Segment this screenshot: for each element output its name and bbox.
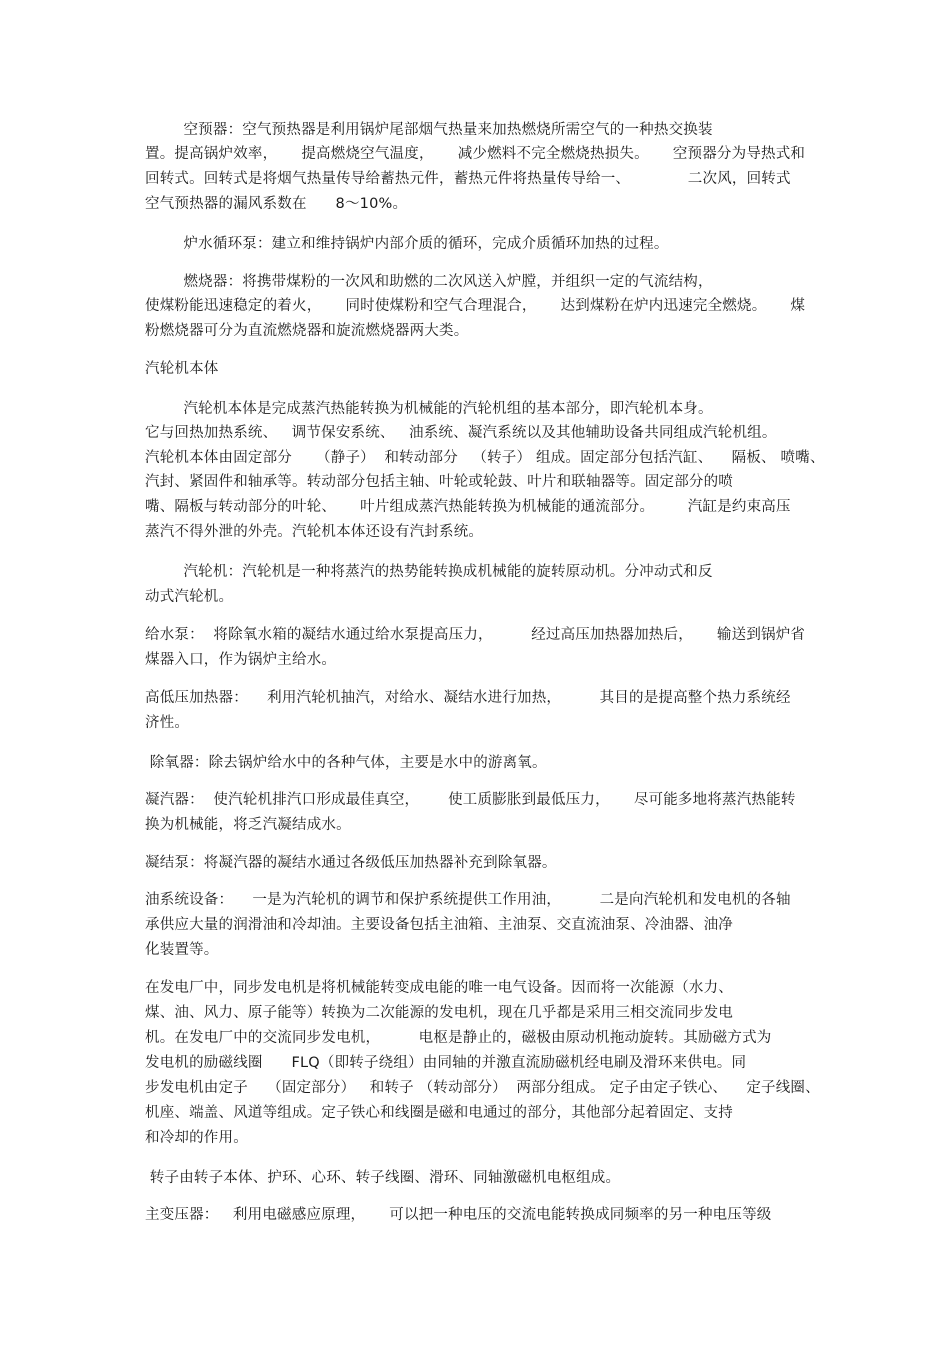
text-line: 汽封、紧固件和轴承等。转动部分包括主轴、叶轮或轮鼓、叶片和联轴器等。固定部分的喷 [145, 474, 733, 490]
text-line: 燃烧器：将携带煤粉的一次风和助燃的二次风送入炉膛，并组织一定的气流结构， [145, 274, 713, 290]
text-line: 汽轮机本体由固定部分 （静子） 和转动部分 （转子） 组成。固定部分包括汽缸、 隔板、 喷嘴、 [145, 450, 825, 466]
text-line: 给水泵： 将除氧水箱的凝结水通过给水泵提高压力， 经过高压加热器加热后， 输送到锅炉省 [145, 627, 806, 643]
text-line: 嘴、隔板与转动部分的叶轮、 叶片组成蒸汽热能转换为机械能的通流部分。 汽缸是约束高压 [145, 499, 791, 515]
text-line: 汽轮机：汽轮机是一种将蒸汽的热势能转换成机械能的旋转原动机。分冲动式和反 [145, 564, 713, 580]
text-line: 空气预热器的漏风系数在 8～10%。 [145, 196, 408, 212]
text-line: 凝汽器： 使汽轮机排汽口形成最佳真空， 使工质膨胀到最低压力， 尽可能多地将蒸汽热能转 [145, 792, 796, 808]
text-line: 机座、端盖、风道等组成。定子铁心和线圈是磁和电通过的部分，其他部分起着固定、支持 [145, 1105, 733, 1121]
text-line: 煤、油、风力、原子能等）转换为二次能源的发电机，现在几乎都是采用三相交流同步发电 [145, 1005, 733, 1021]
text-line: 主变压器： 利用电磁感应原理， 可以把一种电压的交流电能转换成同频率的另一种电压等级 [145, 1207, 772, 1223]
text-line: 空预器：空气预热器是利用锅炉尾部烟气热量来加热燃烧所需空气的一种热交换装 [145, 122, 713, 138]
text-line: 回转式。回转式是将烟气热量传导给蓄热元件，蓄热元件将热量传导给一、 二次风，回转式 [145, 171, 791, 187]
text-line: 济性。 [145, 715, 190, 731]
text-line: 在发电厂中，同步发电机是将机械能转变成电能的唯一电气设备。因而将一次能源（水力、 [145, 980, 733, 996]
text-line: 高低压加热器： 利用汽轮机抽汽，对给水、凝结水进行加热， 其目的是提高整个热力系统经 [145, 690, 791, 706]
text-line: 换为机械能，将乏汽凝结成水。 [145, 817, 351, 833]
text-line: 和冷却的作用。 [145, 1130, 248, 1146]
text-line: 油系统设备： 一是为汽轮机的调节和保护系统提供工作用油， 二是向汽轮机和发电机的各轴 [145, 892, 791, 908]
text-line: 粉燃烧器可分为直流燃烧器和旋流燃烧器两大类。 [145, 323, 469, 339]
text-line: 发电机的励磁线圈 FLQ（即转子绕组）由同轴的并激直流励磁机经电刷及滑环来供电。同 [145, 1055, 747, 1071]
text-line: 动式汽轮机。 [145, 589, 234, 605]
section-heading: 汽轮机本体 [145, 361, 219, 377]
text-line: 承供应大量的润滑油和冷却油。主要设备包括主油箱、主油泵、交直流油泵、冷油器、油净 [145, 917, 733, 933]
text-line: 置。提高锅炉效率， 提高燃烧空气温度， 减少燃料不完全燃烧热损失。 空预器分为导热式和 [145, 146, 806, 162]
text-line: 转子由转子本体、护环、心环、转子线圈、滑环、同轴激磁机电枢组成。 [145, 1170, 621, 1186]
text-line: 使煤粉能迅速稳定的着火， 同时使煤粉和空气合理混合， 达到煤粉在炉内迅速完全燃烧。 煤 [145, 298, 806, 314]
text-line: 机。在发电厂中的交流同步发电机， 电枢是静止的，磁极由原动机拖动旋转。其励磁方式为 [145, 1030, 772, 1046]
text-line: 化装置等。 [145, 942, 219, 958]
text-line: 炉水循环泵：建立和维持锅炉内部介质的循环，完成介质循环加热的过程。 [145, 236, 669, 252]
text-line: 步发电机由定子 （固定部分） 和转子 （转动部分） 两部分组成。 定子由定子铁心、 定子线圈、 [145, 1080, 820, 1096]
text-line: 凝结泵：将凝汽器的凝结水通过各级低压加热器补充到除氧器。 [145, 855, 557, 871]
text-line: 它与回热加热系统、 调节保安系统、 油系统、凝汽系统以及其他辅助设备共同组成汽轮机组。 [145, 425, 777, 441]
text-line: 蒸汽不得外泄的外壳。汽轮机本体还设有汽封系统。 [145, 524, 484, 540]
text-line: 除氧器：除去锅炉给水中的各种气体，主要是水中的游离氧。 [145, 755, 547, 771]
text-line: 汽轮机本体是完成蒸汽热能转换为机械能的汽轮机组的基本部分，即汽轮机本身。 [145, 401, 713, 417]
text-line: 煤器入口，作为锅炉主给水。 [145, 652, 337, 668]
